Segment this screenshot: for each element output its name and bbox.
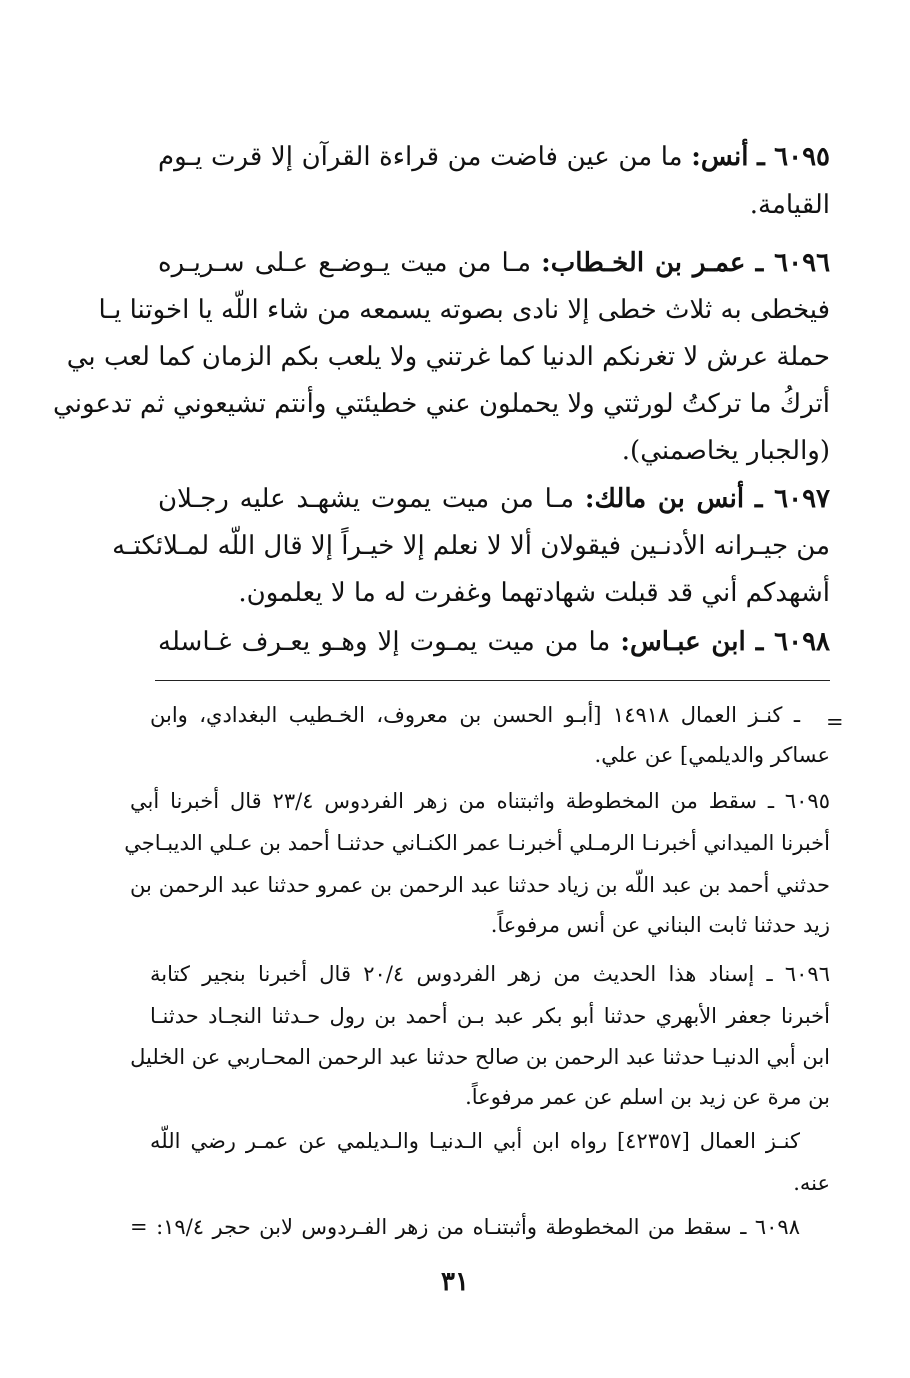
hadith-6097-line-3 — [158, 570, 830, 616]
hadith-text: من جيـرانه الأدنـين فيقولان ألا لا نعلم إلا خيـراً إلا قال اللّه لمـلائكتـه — [112, 531, 830, 561]
hadith-narrator: عمـر بن الخـطاب: — [541, 248, 746, 278]
hadith-6098-line-1 — [158, 619, 830, 665]
hadith-narrator: أنس: — [691, 142, 749, 172]
footnote-text: ٦٠٩٦ ـ إسناد هذا الحديث من زهر الفردوس ٢٠/٤ قال أخبرنا بنجير كتابة — [150, 962, 830, 986]
hadith-number: ٦٠٩٨ ـ — [755, 627, 831, 657]
footnote-text: ابن أبي الدنيـا حدثنا عبد الرحمن بن صالح حدثنا عبد الرحمن المحـاربي عن الخليل — [130, 1045, 830, 1069]
hadith-6096-line-5 — [158, 428, 830, 474]
hadith-6096-line-1 — [158, 240, 830, 286]
footnote-6095-line-1 — [130, 782, 830, 820]
footnote-6096-line-2 — [150, 997, 830, 1035]
hadith-text: مـا من ميت يـوضـع عـلى سـريـره — [158, 248, 532, 278]
footnote-text: كنـز العمال [٤٢٣٥٧] رواه ابن أبي الـدنيـا والـديلمي عن عمـر رضي اللّه — [150, 1129, 800, 1153]
footnote-text: حدثني أحمد بن عبد اللّه بن زياد حدثنا عبد الرحمن بن عمرو حدثنا عبد الرحمن بن — [130, 873, 830, 897]
hadith-6097-line-1 — [158, 476, 830, 522]
footnote-separator — [155, 680, 830, 681]
footnote-prev-line-1 — [150, 696, 800, 734]
hadith-6095-line-2 — [158, 182, 830, 228]
hadith-text: مـا من ميت يموت يشهـد عليه رجـلان — [158, 484, 575, 514]
footnote-6095-line-3 — [130, 866, 830, 904]
footnote-6096-line-3 — [130, 1038, 830, 1076]
hadith-6097-line-2 — [112, 523, 830, 569]
footnote-prev-line-2 — [150, 736, 830, 774]
footnote-text: ٦٠٩٨ ـ سقط من المخطوطة وأثبتنـاه من زهر الفـردوس لابن حجر ١٩/٤: = — [130, 1215, 800, 1239]
hadith-6095-line-1 — [158, 134, 830, 180]
hadith-text: أشهدكم أني قد قبلت شهادتهما وغفرت له ما لا يعلمون. — [238, 578, 830, 608]
footnote-text: بن مرة عن زيد بن اسلم عن عمر مرفوعاً. — [465, 1085, 830, 1109]
hadith-text: ما من ميت يمـوت إلا وهـو يعـرف غـاسله — [158, 627, 611, 657]
footnote-text: ٦٠٩٥ ـ سقط من المخطوطة واثبتناه من زهر الفردوس ٢٣/٤ قال أخبرنا أبي — [130, 789, 830, 813]
footnote-6096b-line-2 — [150, 1164, 830, 1202]
footnote-text: عساكر والديلمي] عن علي. — [594, 743, 830, 767]
hadith-6096-line-3 — [66, 334, 830, 380]
footnote-6098-line-1 — [130, 1208, 800, 1246]
hadith-number: ٦٠٩٧ ـ — [754, 484, 831, 514]
continuation-mark: = — [826, 710, 844, 734]
footnote-6096b-line-1 — [150, 1122, 800, 1160]
hadith-text: ما من عين فاضت من قراءة القرآن إلا قرت يـوم — [158, 142, 683, 172]
hadith-text: فيخطى به ثلاث خطى إلا نادى بصوته يسمعه من شاء اللّه يا اخوتنا يـا — [98, 295, 830, 325]
footnote-6095-line-2 — [124, 824, 830, 862]
footnote-text: أخبرنا جعفر الأبهري حدثنا أبو بكر عبد بـن أحمد بن رول حـدثنا النجـاد حدثنـا — [150, 1004, 830, 1028]
page-number: ٣١ — [441, 1267, 469, 1297]
hadith-narrator: أنس بن مالك: — [584, 484, 745, 514]
footnote-text: عنه. — [793, 1171, 830, 1195]
hadith-text: القيامة. — [749, 190, 830, 220]
hadith-text: (والجبار يخاصمني). — [621, 436, 830, 466]
footnote-6096-line-4 — [150, 1078, 830, 1116]
hadith-text: أتركُ ما تركتُ لورثتي ولا يحملون عني خطيئتي وأنتم تشيعوني ثم تدعوني — [53, 389, 830, 419]
footnote-6095-line-4 — [130, 906, 830, 944]
hadith-6096-line-4 — [53, 381, 830, 427]
hadith-number: ٦٠٩٦ ـ — [755, 248, 831, 278]
hadith-text: حملة عرش لا تغرنكم الدنيا كما غرتني ولا يلعب بكم الزمان كما لعب بي — [66, 342, 830, 372]
hadith-narrator: ابن عبـاس: — [620, 627, 746, 657]
footnote-6096-line-1 — [150, 955, 830, 993]
hadith-6096-line-2 — [98, 287, 830, 333]
footnote-text: زيد حدثنا ثابت البناني عن أنس مرفوعاً. — [490, 913, 830, 937]
footnote-text: ـ كنـز العمال ١٤٩١٨ [أبـو الحسن بن معروف، الخـطيب البغدادي، وابن — [150, 703, 800, 727]
footnote-text: أخبرنا الميداني أخبرنـا الرمـلي أخبرنـا عمر الكنـاني حدثنـا أحمد بن عـلي الديبـاجي — [124, 831, 830, 855]
hadith-number: ٦٠٩٥ ـ — [757, 142, 831, 172]
